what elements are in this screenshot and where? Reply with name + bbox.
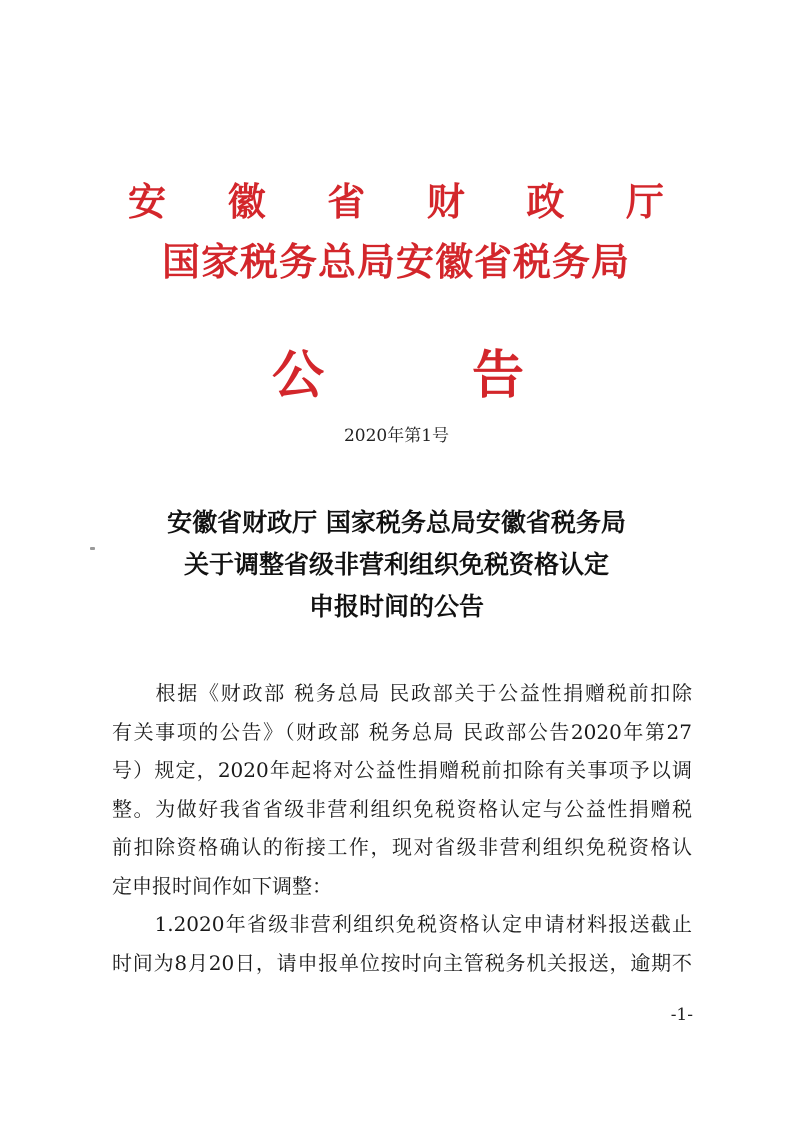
doc-type-char: 告 — [471, 345, 524, 406]
issuer-char: 财 — [426, 179, 465, 224]
issuer-line-finance-department — [128, 180, 664, 224]
page-number: -1- — [670, 1005, 693, 1025]
title-line: 安徽省财政厅 国家税务总局安徽省税务局 — [167, 508, 626, 537]
issuer-line-tax-bureau: 国家税务总局安徽省税务局 — [161, 239, 630, 284]
announcement-body — [112, 674, 692, 982]
issuer-char: 政 — [526, 179, 565, 224]
body-line: 根据《财政部 税务总局 民政部关于公益性捐赠税前扣除 — [112, 681, 692, 705]
body-line: 有关事项的公告》（财政部 税务总局 民政部公告2020年第27 — [112, 719, 692, 744]
body-line: 1.2020年省级非营利组织免税资格认定申请材料报送截止 — [112, 912, 692, 936]
body-line: 定申报时间作如下调整： — [112, 873, 332, 898]
title-line: 关于调整省级非营利组织免税资格认定 — [183, 550, 609, 579]
document-type-heading — [272, 346, 524, 406]
doc-type-char: 公 — [272, 345, 325, 406]
issuer-char: 厅 — [625, 179, 664, 224]
issuer-char: 徽 — [227, 179, 266, 224]
body-line: 整。为做好我省省级非营利组织免税资格认定与公益性捐赠税 — [112, 796, 692, 821]
title-line: 申报时间的公告 — [308, 592, 484, 621]
body-line: 前扣除资格确认的衔接工作，现对省级非营利组织免税资格认 — [112, 835, 692, 859]
scan-speck — [90, 547, 95, 550]
body-line: 号）规定，2020年起将对公益性捐赠税前扣除有关事项予以调 — [112, 758, 692, 782]
issuer-char: 安 — [128, 179, 167, 224]
announcement-title — [0, 502, 793, 628]
body-line: 时间为8月20日，请申报单位按时向主管税务机关报送，逾期不 — [112, 950, 692, 975]
issuer-char: 省 — [327, 179, 366, 224]
document-number: 2020年第1号 — [343, 426, 450, 446]
